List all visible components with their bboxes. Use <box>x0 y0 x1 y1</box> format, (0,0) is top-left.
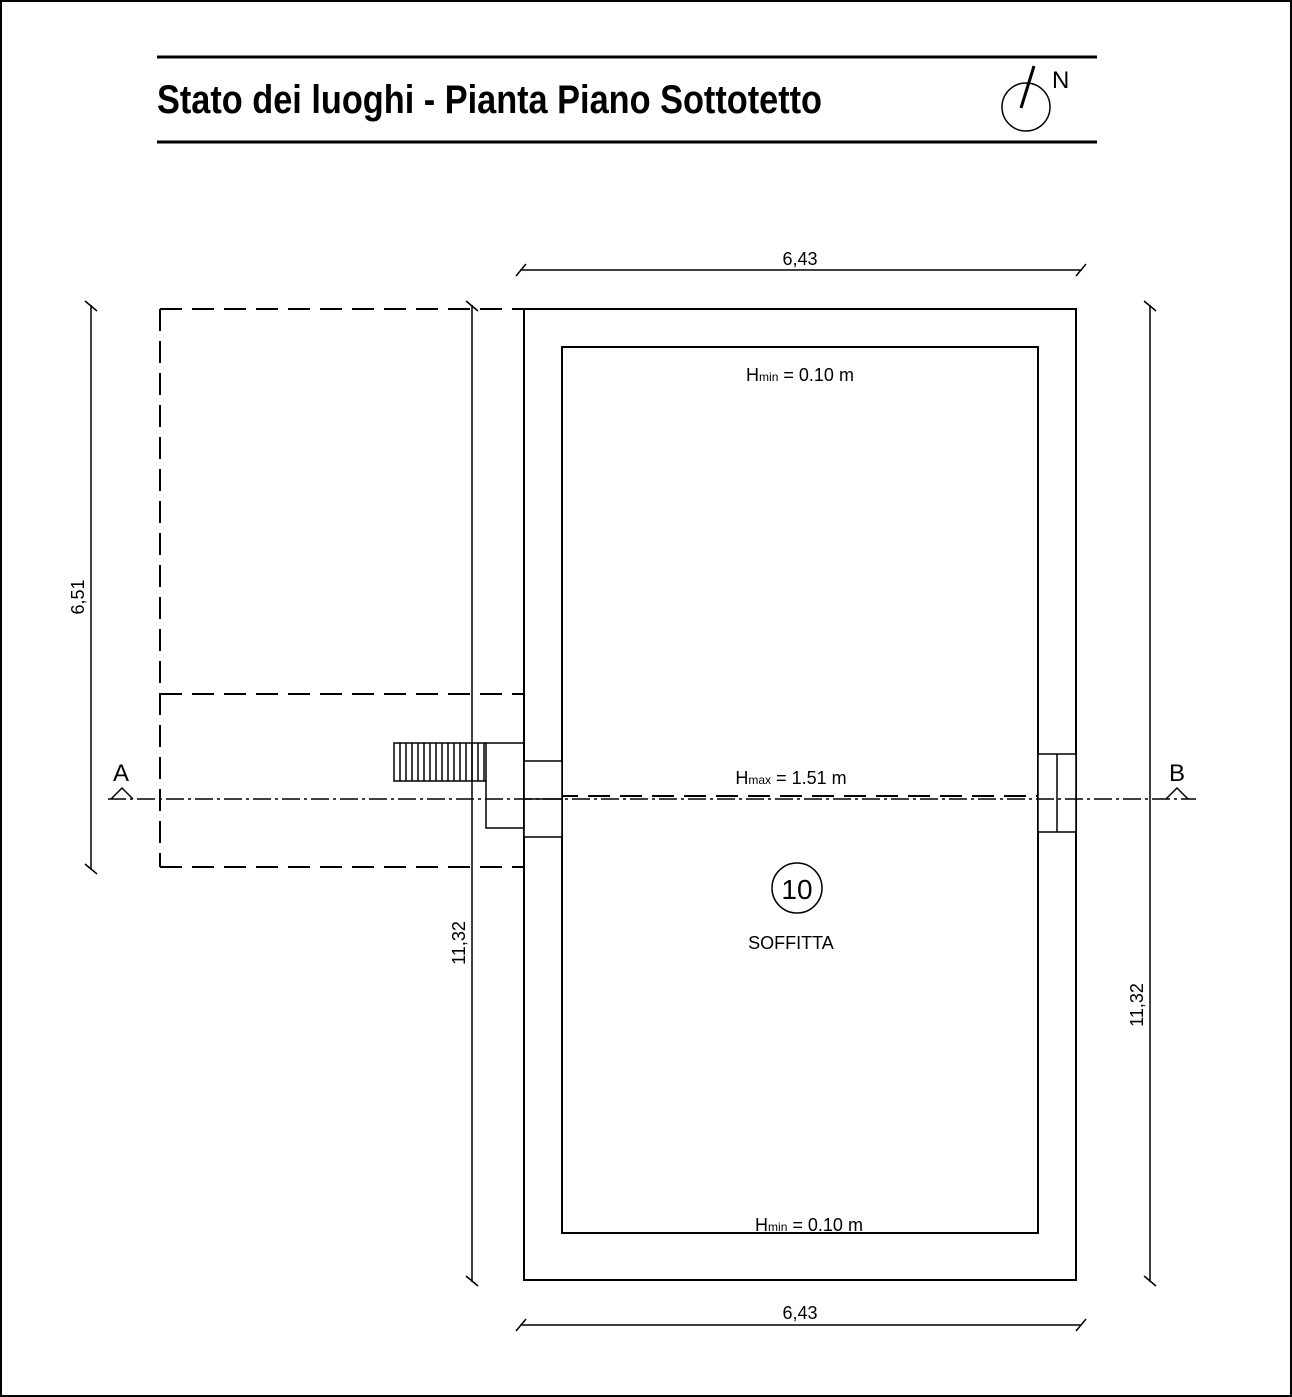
dashed-outline-lower-floor <box>160 309 1038 867</box>
dimension-bottom-value: 6,43 <box>782 1303 818 1323</box>
section-label-b: B <box>1168 760 1186 787</box>
section-label-a: A <box>112 760 130 787</box>
dimension-right-value: 11,32 <box>1127 983 1147 1027</box>
dimension-top-value: 6,43 <box>782 249 818 269</box>
section-marker-a-icon <box>111 788 133 799</box>
sheet-border <box>1 1 1291 1396</box>
inner-wall <box>562 347 1038 1233</box>
window-right <box>1038 754 1076 832</box>
height-bottom: Hmin = 0.10 m <box>755 1215 863 1235</box>
room-name: SOFFITTA <box>748 933 834 953</box>
dimension-left-inner <box>466 301 478 1286</box>
height-top: Hmin = 0.10 m <box>746 365 854 385</box>
dimension-left-outer-value: 6,51 <box>68 579 88 615</box>
room-number: 10 <box>781 874 813 905</box>
section-marker-b-icon <box>1166 788 1188 799</box>
outer-wall <box>524 309 1076 1280</box>
page-title: Stato dei luoghi - Pianta Piano Sottotetto <box>157 78 822 122</box>
dimension-right <box>1144 301 1156 1286</box>
building-walls <box>524 309 1076 1280</box>
room-tag <box>748 863 834 953</box>
section-line <box>108 788 1196 799</box>
north-label: N <box>1052 67 1070 94</box>
title-block <box>157 57 1097 142</box>
height-middle: Hmax = 1.51 m <box>735 768 847 788</box>
dimension-left-inner-value: 11,32 <box>449 921 469 965</box>
stair <box>394 743 524 828</box>
north-arrow-icon <box>1002 66 1069 131</box>
